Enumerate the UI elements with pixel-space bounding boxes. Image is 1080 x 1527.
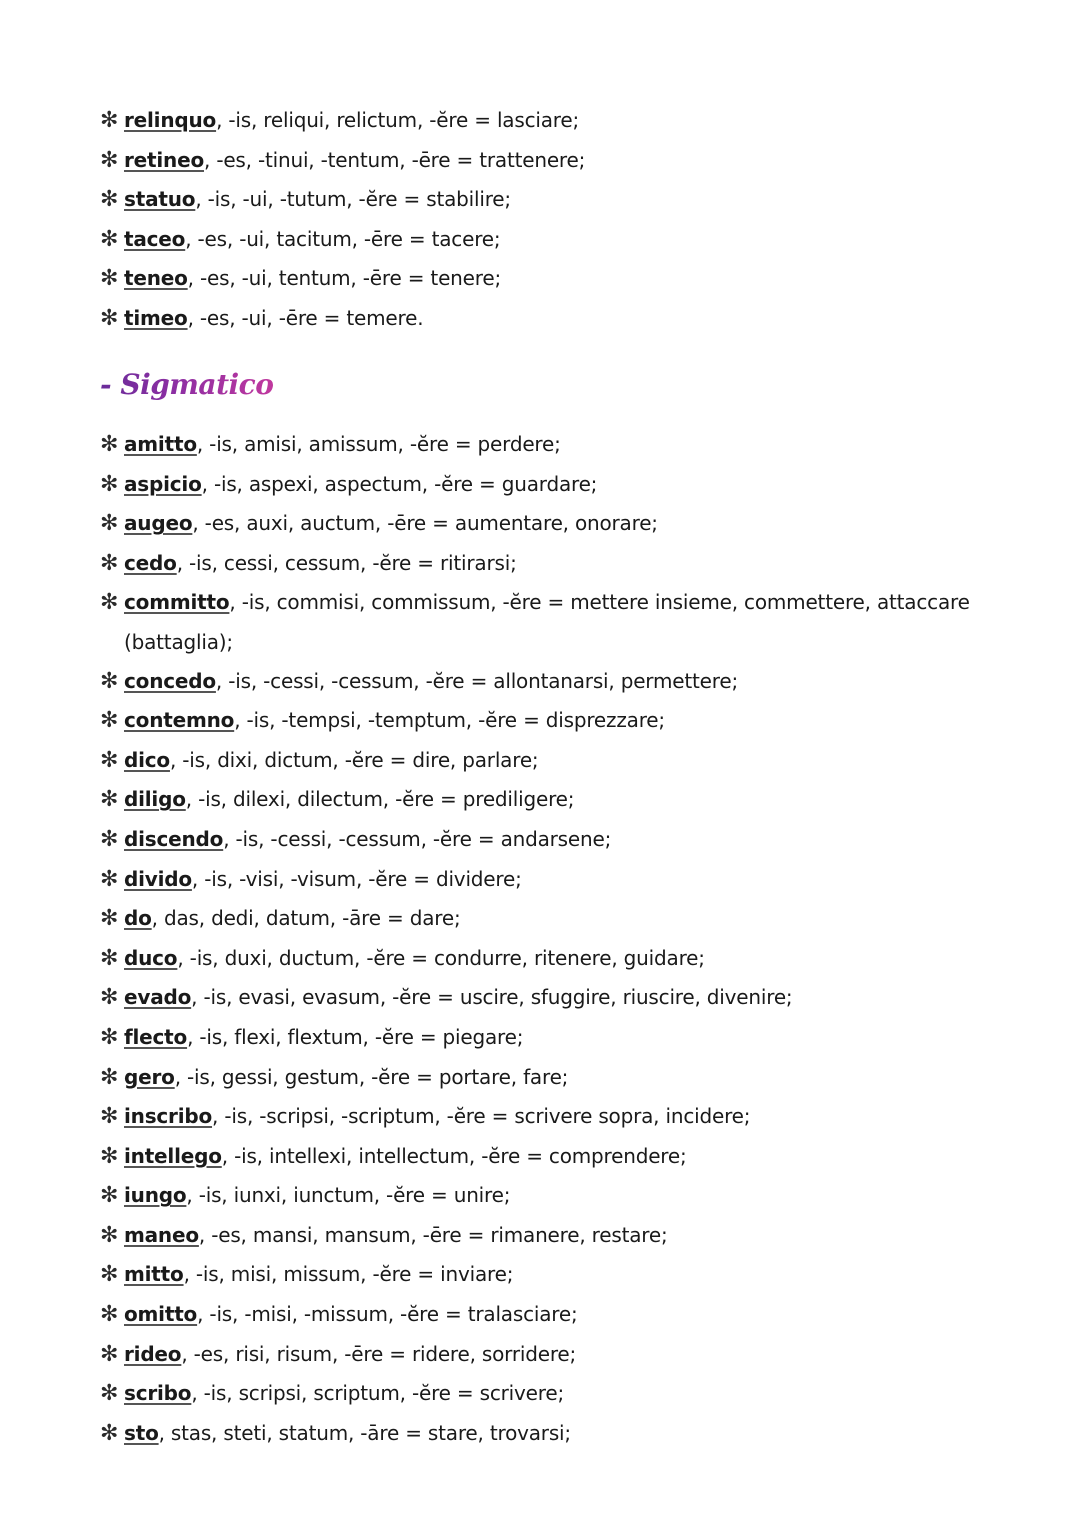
verb-lemma: do bbox=[124, 906, 152, 931]
verb-lemma: taceo bbox=[124, 226, 186, 251]
verb-principal-parts: , -is, scripsi, scriptum, -ĕre = scrivere; bbox=[191, 1381, 564, 1406]
verb-lemma: dico bbox=[124, 747, 170, 772]
verb-principal-parts: , -is, -visi, -visum, -ĕre = dividere; bbox=[191, 866, 522, 891]
verb-principal-parts: , -es, -ui, tentum, -ēre = tenere; bbox=[187, 266, 501, 291]
verb-entry bbox=[100, 583, 980, 623]
asterisk-bullet-icon: ✻ bbox=[100, 1024, 119, 1050]
verb-lemma: retineo bbox=[124, 147, 204, 172]
verb-lemma: iungo bbox=[124, 1183, 187, 1208]
verb-principal-parts: , -is, flexi, flextum, -ĕre = piegare; bbox=[187, 1024, 524, 1049]
asterisk-bullet-icon: ✻ bbox=[100, 945, 119, 971]
asterisk-bullet-icon: ✻ bbox=[100, 1381, 119, 1407]
verb-lemma: duco bbox=[124, 945, 178, 970]
asterisk-bullet-icon: ✻ bbox=[100, 147, 119, 173]
verb-lemma: flecto bbox=[124, 1024, 188, 1049]
asterisk-bullet-icon: ✻ bbox=[100, 305, 119, 331]
asterisk-bullet-icon: ✻ bbox=[100, 787, 119, 813]
verb-lemma: sto bbox=[124, 1420, 159, 1445]
verb-lemma: discendo bbox=[124, 826, 224, 851]
verb-principal-parts: , -es, risi, risum, -ēre = ridere, sorridere; bbox=[181, 1341, 577, 1366]
verb-principal-parts: , -is, amisi, amissum, -ĕre = perdere; bbox=[196, 432, 561, 456]
verb-principal-parts: , das, dedi, datum, -āre = dare; bbox=[151, 906, 461, 931]
verb-entry bbox=[100, 425, 980, 465]
verb-principal-parts: , -is, intellexi, intellectum, -ĕre = comprendere; bbox=[221, 1143, 687, 1168]
verb-principal-parts: , -is, iunxi, iunctum, -ĕre = unire; bbox=[186, 1183, 511, 1208]
verb-principal-parts: , -es, -tinui, -tentum, -ēre = trattenere; bbox=[204, 147, 586, 172]
verb-principal-parts: , -es, auxi, auctum, -ēre = aumentare, onorare; bbox=[192, 511, 658, 536]
asterisk-bullet-icon: ✻ bbox=[100, 1143, 119, 1169]
verb-lemma: evado bbox=[124, 985, 192, 1010]
asterisk-bullet-icon: ✻ bbox=[100, 590, 119, 616]
asterisk-bullet-icon: ✻ bbox=[100, 187, 119, 213]
asterisk-bullet-icon: ✻ bbox=[100, 1302, 119, 1328]
verb-principal-parts: , -es, mansi, mansum, -ēre = rimanere, restare; bbox=[198, 1222, 668, 1247]
verb-entry bbox=[100, 1018, 980, 1058]
verb-entry bbox=[100, 741, 980, 781]
verb-principal-parts: , -is, duxi, ductum, -ĕre = condurre, ritenere, guidare; bbox=[177, 945, 705, 970]
verb-principal-parts: , -is, commisi, commissum, -ĕre = mettere insieme, commettere, attaccare bbox=[229, 590, 970, 615]
asterisk-bullet-icon: ✻ bbox=[100, 906, 119, 932]
verb-entry bbox=[100, 1176, 980, 1216]
verb-lemma: inscribo bbox=[124, 1104, 213, 1129]
verb-lemma: statuo bbox=[124, 187, 196, 212]
verb-principal-parts: , -is, -ui, -tutum, -ĕre = stabilire; bbox=[195, 187, 511, 212]
section-heading-sigmatico: - Sigmatico bbox=[100, 368, 274, 401]
verb-list-sigmatico bbox=[100, 425, 980, 1453]
verb-entry bbox=[100, 299, 980, 339]
verb-principal-parts: , -is, aspexi, aspectum, -ĕre = guardare; bbox=[201, 471, 598, 496]
verb-principal-parts: , -es, -ui, -ēre = temere. bbox=[187, 305, 424, 330]
verb-principal-parts: , -is, reliqui, relictum, -ĕre = lasciare; bbox=[216, 108, 580, 132]
verb-principal-parts: , -is, cessi, cessum, -ĕre = ritirarsi; bbox=[176, 550, 517, 575]
verb-lemma: contemno bbox=[124, 708, 235, 733]
verb-lemma: aspicio bbox=[124, 471, 202, 496]
asterisk-bullet-icon: ✻ bbox=[100, 471, 119, 497]
verb-entry bbox=[100, 1374, 980, 1414]
verb-entry bbox=[100, 1058, 980, 1098]
asterisk-bullet-icon: ✻ bbox=[100, 1104, 119, 1130]
verb-lemma: rideo bbox=[124, 1341, 182, 1366]
verb-lemma: committo bbox=[124, 590, 230, 615]
verb-lemma: amitto bbox=[124, 432, 197, 456]
verb-entry bbox=[100, 101, 980, 141]
verb-entry bbox=[100, 1137, 980, 1177]
verb-entry bbox=[100, 1414, 980, 1454]
verb-entry bbox=[100, 662, 980, 702]
asterisk-bullet-icon: ✻ bbox=[100, 266, 119, 292]
asterisk-bullet-icon: ✻ bbox=[100, 985, 119, 1011]
asterisk-bullet-icon: ✻ bbox=[100, 1183, 119, 1209]
asterisk-bullet-icon: ✻ bbox=[100, 1262, 119, 1288]
verb-principal-parts: , -es, -ui, tacitum, -ēre = tacere; bbox=[185, 226, 501, 251]
verb-lemma: cedo bbox=[124, 550, 177, 575]
verb-lemma: scribo bbox=[124, 1381, 192, 1406]
verb-entry bbox=[100, 780, 980, 820]
verb-entry bbox=[100, 220, 980, 260]
verb-entry bbox=[100, 1216, 980, 1256]
asterisk-bullet-icon: ✻ bbox=[100, 511, 119, 537]
verb-lemma: relinquo bbox=[124, 108, 217, 132]
asterisk-bullet-icon: ✻ bbox=[100, 866, 119, 892]
asterisk-bullet-icon: ✻ bbox=[100, 826, 119, 852]
verb-lemma: divido bbox=[124, 866, 192, 891]
verb-entry bbox=[100, 899, 980, 939]
verb-entry bbox=[100, 939, 980, 979]
verb-entry bbox=[100, 701, 980, 741]
verb-principal-parts: , -is, evasi, evasum, -ĕre = uscire, sfuggire, riuscire, divenire; bbox=[191, 985, 793, 1010]
verb-principal-parts: , -is, dilexi, dilectum, -ĕre = prediligere; bbox=[185, 787, 575, 812]
verb-lemma: intellego bbox=[124, 1143, 222, 1168]
verb-lemma: diligo bbox=[124, 787, 186, 812]
asterisk-bullet-icon: ✻ bbox=[100, 550, 119, 576]
verb-entry bbox=[100, 180, 980, 220]
verb-entry bbox=[100, 504, 980, 544]
asterisk-bullet-icon: ✻ bbox=[100, 668, 119, 694]
asterisk-bullet-icon: ✻ bbox=[100, 1222, 119, 1248]
asterisk-bullet-icon: ✻ bbox=[100, 226, 119, 252]
asterisk-bullet-icon: ✻ bbox=[100, 1420, 119, 1446]
asterisk-bullet-icon: ✻ bbox=[100, 432, 119, 457]
asterisk-bullet-icon: ✻ bbox=[100, 1064, 119, 1090]
asterisk-bullet-icon: ✻ bbox=[100, 747, 119, 773]
verb-entry bbox=[100, 141, 980, 181]
asterisk-bullet-icon: ✻ bbox=[100, 1341, 119, 1367]
verb-principal-parts: , -is, gessi, gestum, -ĕre = portare, fare; bbox=[174, 1064, 569, 1089]
verb-entry bbox=[100, 1097, 980, 1137]
verb-entry bbox=[100, 860, 980, 900]
verb-list-top bbox=[100, 101, 980, 339]
asterisk-bullet-icon: ✻ bbox=[100, 708, 119, 734]
verb-lemma: omitto bbox=[124, 1302, 198, 1327]
verb-lemma: gero bbox=[124, 1064, 175, 1089]
verb-lemma: timeo bbox=[124, 305, 188, 330]
verb-principal-parts: , -is, -cessi, -cessum, -ĕre = andarsene; bbox=[223, 826, 612, 851]
verb-principal-parts: , -is, dixi, dictum, -ĕre = dire, parlare; bbox=[169, 747, 539, 772]
verb-principal-parts: , -is, -misi, -missum, -ĕre = tralasciare; bbox=[197, 1302, 578, 1327]
verb-entry bbox=[100, 544, 980, 584]
verb-lemma: concedo bbox=[124, 668, 216, 693]
verb-principal-parts: , stas, steti, statum, -āre = stare, trovarsi; bbox=[158, 1420, 571, 1445]
verb-entry-continuation: (battaglia); bbox=[124, 629, 233, 654]
asterisk-bullet-icon: ✻ bbox=[100, 108, 119, 133]
verb-entry bbox=[100, 978, 980, 1018]
verb-principal-parts: , -is, -cessi, -cessum, -ĕre = allontanarsi, permettere; bbox=[215, 668, 738, 693]
verb-entry bbox=[100, 820, 980, 860]
verb-lemma: maneo bbox=[124, 1222, 199, 1247]
verb-entry bbox=[100, 1295, 980, 1335]
verb-principal-parts: , -is, misi, missum, -ĕre = inviare; bbox=[183, 1262, 514, 1287]
verb-entry bbox=[100, 1255, 980, 1295]
verb-entry bbox=[100, 465, 980, 505]
verb-lemma: mitto bbox=[124, 1262, 184, 1287]
verb-principal-parts: , -is, -scripsi, -scriptum, -ĕre = scrivere sopra, incidere; bbox=[212, 1104, 751, 1129]
verb-lemma: teneo bbox=[124, 266, 188, 291]
verb-entry bbox=[100, 1335, 980, 1375]
verb-principal-parts: , -is, -tempsi, -temptum, -ĕre = disprezzare; bbox=[234, 708, 665, 733]
verb-entry bbox=[100, 259, 980, 299]
verb-lemma: augeo bbox=[124, 511, 193, 536]
